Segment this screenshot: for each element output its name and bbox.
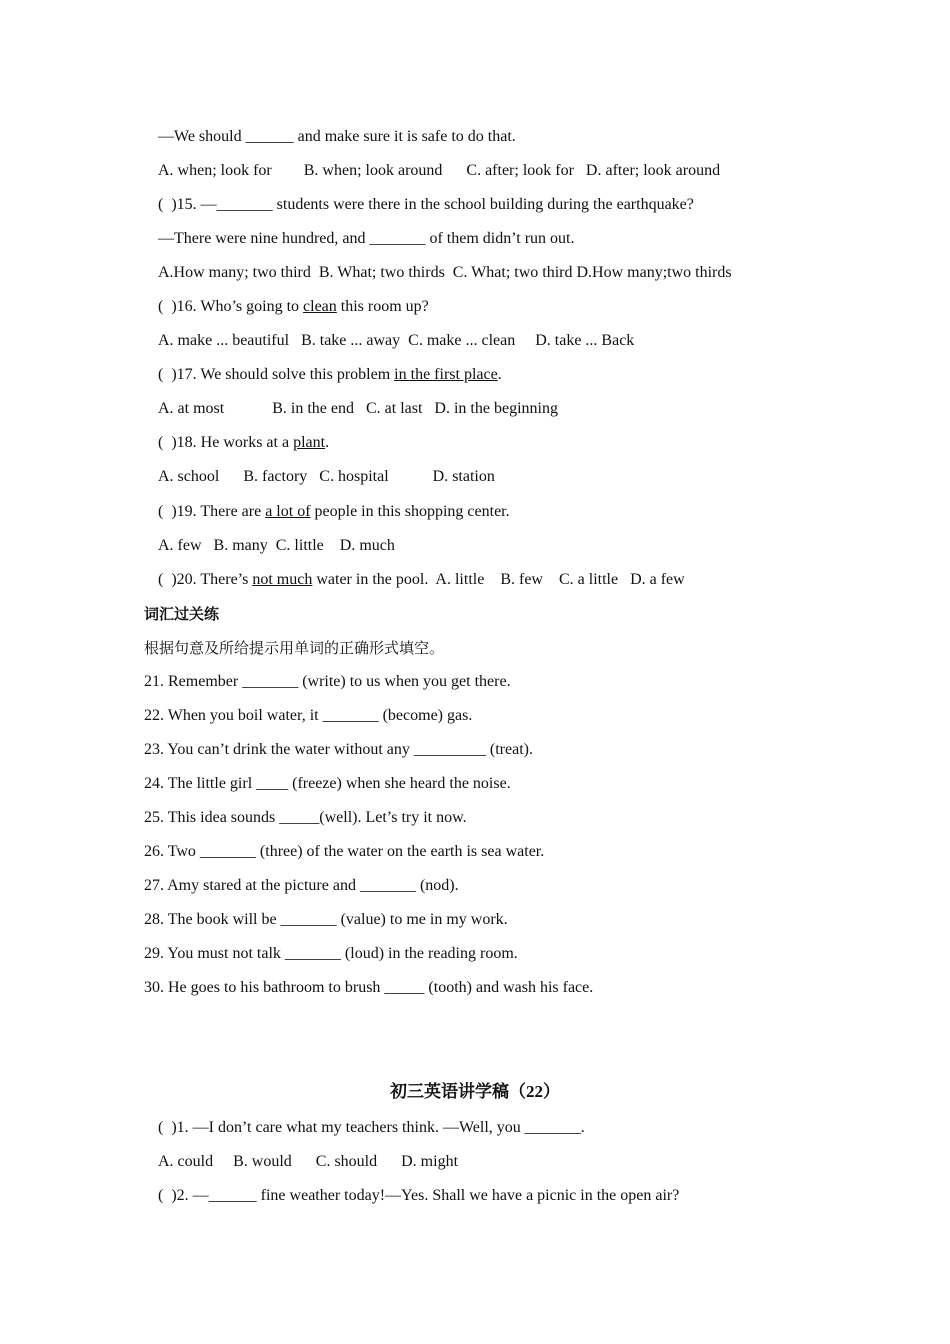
q2-question: ( )2. —______ fine weather today!—Yes. Shall we have a picnic in the open air?: [158, 1187, 680, 1204]
vocab-item-22: 22. When you boil water, it _______ (become) gas.: [144, 707, 473, 724]
q16-underlined-word: clean: [303, 298, 337, 315]
q18-question: [158, 433, 329, 453]
q18-prefix: ( )18. He works at a: [158, 434, 294, 451]
vocab-item-30: 30. He goes to his bathroom to brush _____ (tooth) and wash his face.: [144, 979, 594, 996]
q20-underlined-phrase: not much: [252, 571, 313, 588]
q17-underlined-phrase: in the first place: [394, 366, 498, 383]
q19-prefix: ( )19. There are: [158, 503, 266, 520]
vocab-item-29: 29. You must not talk _______ (loud) in the reading room.: [144, 945, 518, 962]
q18-suffix: .: [325, 434, 330, 451]
q17-suffix: .: [497, 366, 502, 383]
q16-options: A. make ... beautiful B. take ... away C. make ... clean D. take ... Back: [158, 332, 635, 349]
q17-prefix: ( )17. We should solve this problem: [158, 366, 395, 383]
vocab-instruction: 根据句意及所给提示用单词的正确形式填空。: [144, 639, 445, 657]
q16-prefix: ( )16. Who’s going to: [158, 298, 304, 315]
q15-options: A.How many; two third B. What; two thirds C. What; two third D.How many;two thirds: [158, 264, 732, 281]
vocab-item-21: 21. Remember _______ (write) to us when you get there.: [144, 673, 511, 690]
q1-options: A. could B. would C. should D. might: [158, 1153, 459, 1170]
q15-dialogue-line: —There were nine hundred, and _______ of them didn’t run out.: [158, 230, 575, 247]
q18-options: A. school B. factory C. hospital D. station: [158, 468, 495, 485]
q19-suffix: people in this shopping center.: [310, 503, 510, 520]
vocab-item-26: 26. Two _______ (three) of the water on the earth is sea water.: [144, 843, 545, 860]
q1-question: ( )1. —I don’t care what my teachers think. —Well, you _______.: [158, 1119, 585, 1136]
q19-question: [158, 502, 510, 522]
q20-question: [158, 570, 685, 590]
vocab-item-27: 27. Amy stared at the picture and _______ (nod).: [144, 877, 459, 894]
q19-options: A. few B. many C. little D. much: [158, 537, 395, 554]
vocab-heading: 词汇过关练: [144, 605, 220, 623]
q20-prefix: ( )20. There’s: [158, 571, 253, 588]
q17-options: A. at most B. in the end C. at last D. in the beginning: [158, 400, 558, 417]
q14-options: A. when; look for B. when; look around C. after; look for D. after; look around: [158, 162, 721, 179]
q20-suffix-and-options: water in the pool. A. little B. few C. a little D. a few: [312, 571, 685, 588]
q17-question: [158, 365, 502, 385]
q14-dialogue-line: —We should ______ and make sure it is safe to do that.: [158, 128, 516, 145]
vocab-item-28: 28. The book will be _______ (value) to me in my work.: [144, 911, 508, 928]
q19-underlined-phrase: a lot of: [265, 503, 311, 520]
vocab-item-24: 24. The little girl ____ (freeze) when she heard the noise.: [144, 775, 511, 792]
vocab-item-23: 23. You can’t drink the water without any _________ (treat).: [144, 741, 533, 758]
vocab-item-25: 25. This idea sounds _____(well). Let’s try it now.: [144, 809, 467, 826]
q15-question: ( )15. —_______ students were there in the school building during the earthquake?: [158, 196, 694, 213]
lesson-title: 初三英语讲学稿（22）: [390, 1082, 560, 1101]
q16-suffix: this room up?: [336, 298, 429, 315]
q16-question: [158, 297, 429, 317]
q18-underlined-word: plant: [293, 434, 326, 451]
